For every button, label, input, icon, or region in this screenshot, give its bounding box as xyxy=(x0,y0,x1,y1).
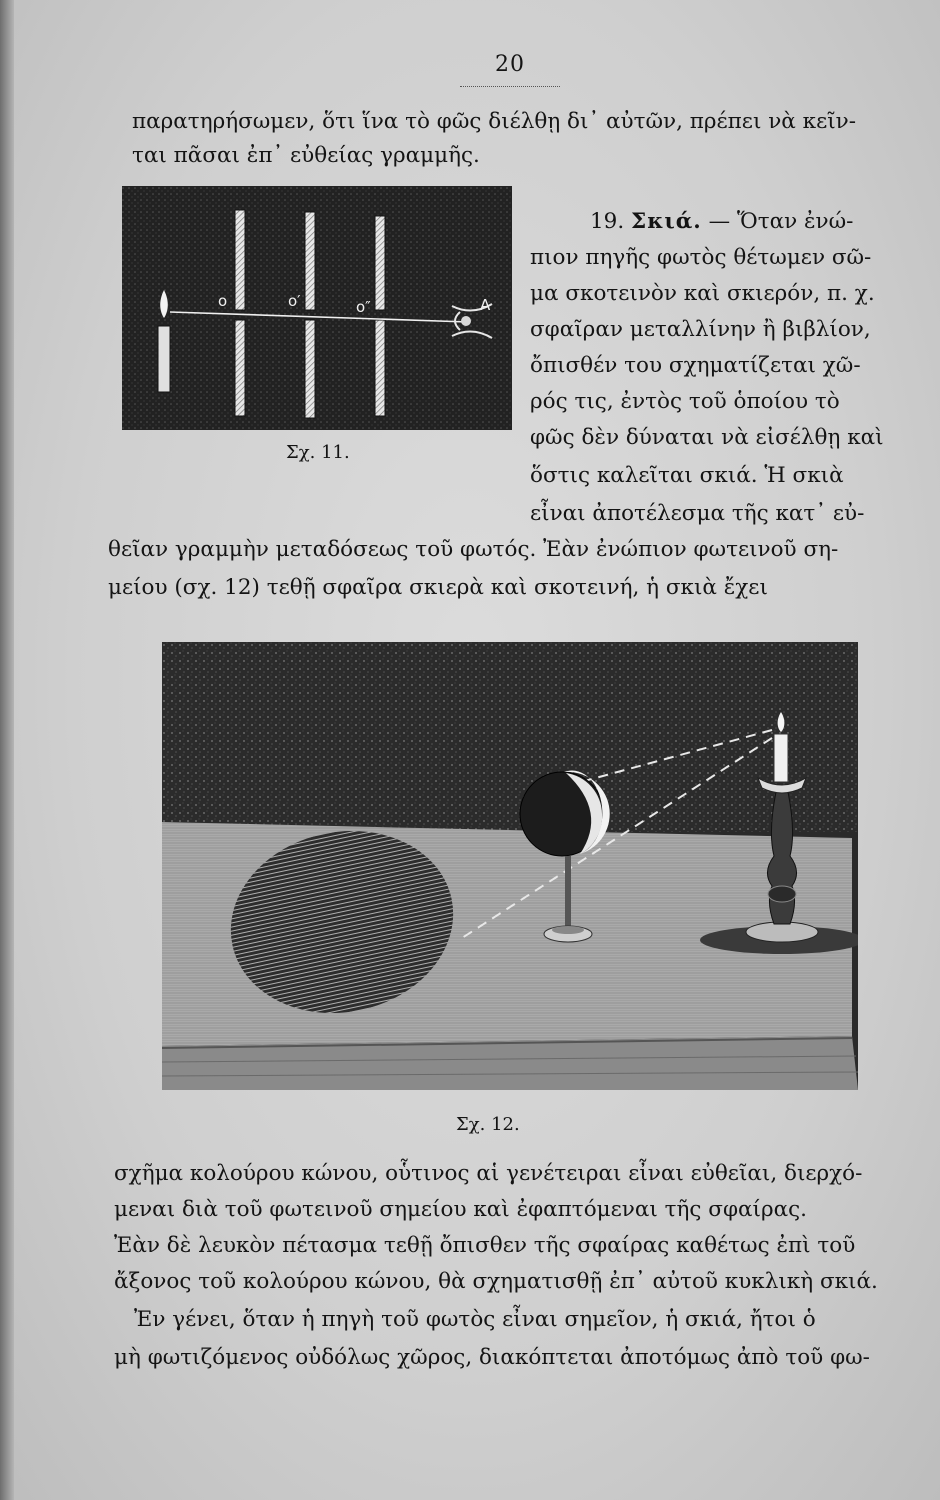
page-gutter xyxy=(0,0,14,1500)
text-line-beside-8: εἶναι ἀποτέλεσμα τῆς κατ᾽ εὐ- xyxy=(530,501,865,526)
figure-11-drawing xyxy=(122,186,512,430)
text-line-top-1: παρατηρήσωμεν, ὅτι ἵνα τὸ φῶς διέλθῃ δι᾽ αὐτῶν, πρέπει νὰ κεῖν- xyxy=(132,109,856,134)
text-line-beside-4: ὄπισθέν του σχηματίζεται χῶ- xyxy=(530,353,861,378)
text-line-beside-2: μα σκοτεινὸν καὶ σκιερόν, π. χ. xyxy=(530,281,875,306)
section-title: Σκιά. xyxy=(631,209,702,234)
figure-12-drawing xyxy=(162,642,858,1090)
label-o2: o′ xyxy=(288,292,301,310)
section-first-line-rest: — Ὅταν ἐνώ- xyxy=(708,209,854,234)
label-o1: o xyxy=(218,292,228,310)
text-line-bottom-5: Ἐν γένει, ὅταν ἡ πηγὴ τοῦ φωτὸς εἶναι σημεῖον, ἡ σκιά, ἤτοι ὁ xyxy=(134,1307,816,1332)
figure-11-screens-candle xyxy=(122,186,512,430)
candlestick-base xyxy=(746,922,818,942)
page-number: 20 xyxy=(495,52,525,77)
page-number-rule xyxy=(460,86,560,87)
candle xyxy=(158,326,170,392)
screen-2-lower xyxy=(305,320,315,418)
text-line-bottom-2: μεναι διὰ τοῦ φωτεινοῦ σημείου καὶ ἐφαπτόμεναι τῆς σφαίρας. xyxy=(114,1197,807,1222)
screen-3-upper xyxy=(375,216,385,310)
sphere-stand-rod xyxy=(565,856,571,928)
label-o3: o″ xyxy=(356,298,371,316)
text-line-top-2: ται πᾶσαι ἐπ᾽ εὐθείας γραμμῆς. xyxy=(132,143,480,168)
text-line-bottom-4: ἄξονος τοῦ κολούρου κώνου, θὰ σχηματισθῇ ἐπ᾽ αὐτοῦ κυκλικὴ σκιά. xyxy=(114,1269,878,1294)
text-line-beside-1: πιον πηγῆς φωτὸς θέτωμεν σῶ- xyxy=(530,245,872,270)
text-line-full-1: θεῖαν γραμμὴν μεταδόσεως τοῦ φωτός. Ἐὰν ἐνώπιον φωτεινοῦ ση- xyxy=(108,537,839,562)
screen-3-lower xyxy=(375,320,385,416)
text-line-bottom-6: μὴ φωτιζόμενος οὐδόλως χῶρος, διακόπτεται ἀποτόμως ἀπὸ τοῦ φω- xyxy=(114,1345,870,1370)
section-19-heading xyxy=(590,208,853,236)
text-line-beside-3: σφαῖραν μεταλλίνην ἢ βιβλίον, xyxy=(530,317,871,342)
screen-2-upper xyxy=(305,212,315,310)
text-line-bottom-1: σχῆμα κολούρου κώνου, οὗτινος αἱ γενέτειραι εἶναι εὐθεῖαι, διερχό- xyxy=(114,1161,863,1186)
screen-1-lower xyxy=(235,320,245,416)
text-line-beside-5: ρός τις, ἐντὸς τοῦ ὁποίου τὸ xyxy=(530,389,840,414)
figure-12-sphere-shadow xyxy=(162,642,858,1090)
text-line-beside-7: ὅστις καλεῖται σκιά. Ἡ σκιὰ xyxy=(530,463,844,488)
figure-11-caption: Σχ. 11. xyxy=(286,442,350,463)
section-number: 19. xyxy=(590,209,625,234)
label-eye-a: A xyxy=(480,296,491,314)
candle xyxy=(774,734,788,782)
text-line-beside-6: φῶς δὲν δύναται νὰ εἰσέλθῃ καὶ xyxy=(530,425,884,450)
text-line-bottom-3: Ἐὰν δὲ λευκὸν πέτασμα τεθῇ ὄπισθεν τῆς σφαίρας καθέτως ἐπὶ τοῦ xyxy=(114,1233,856,1258)
screen-1-upper xyxy=(235,210,245,310)
text-line-full-2: μείου (σχ. 12) τεθῇ σφαῖρα σκιερὰ καὶ σκοτεινή, ἡ σκιὰ ἔχει xyxy=(108,575,768,600)
figure-12-caption: Σχ. 12. xyxy=(456,1114,520,1135)
